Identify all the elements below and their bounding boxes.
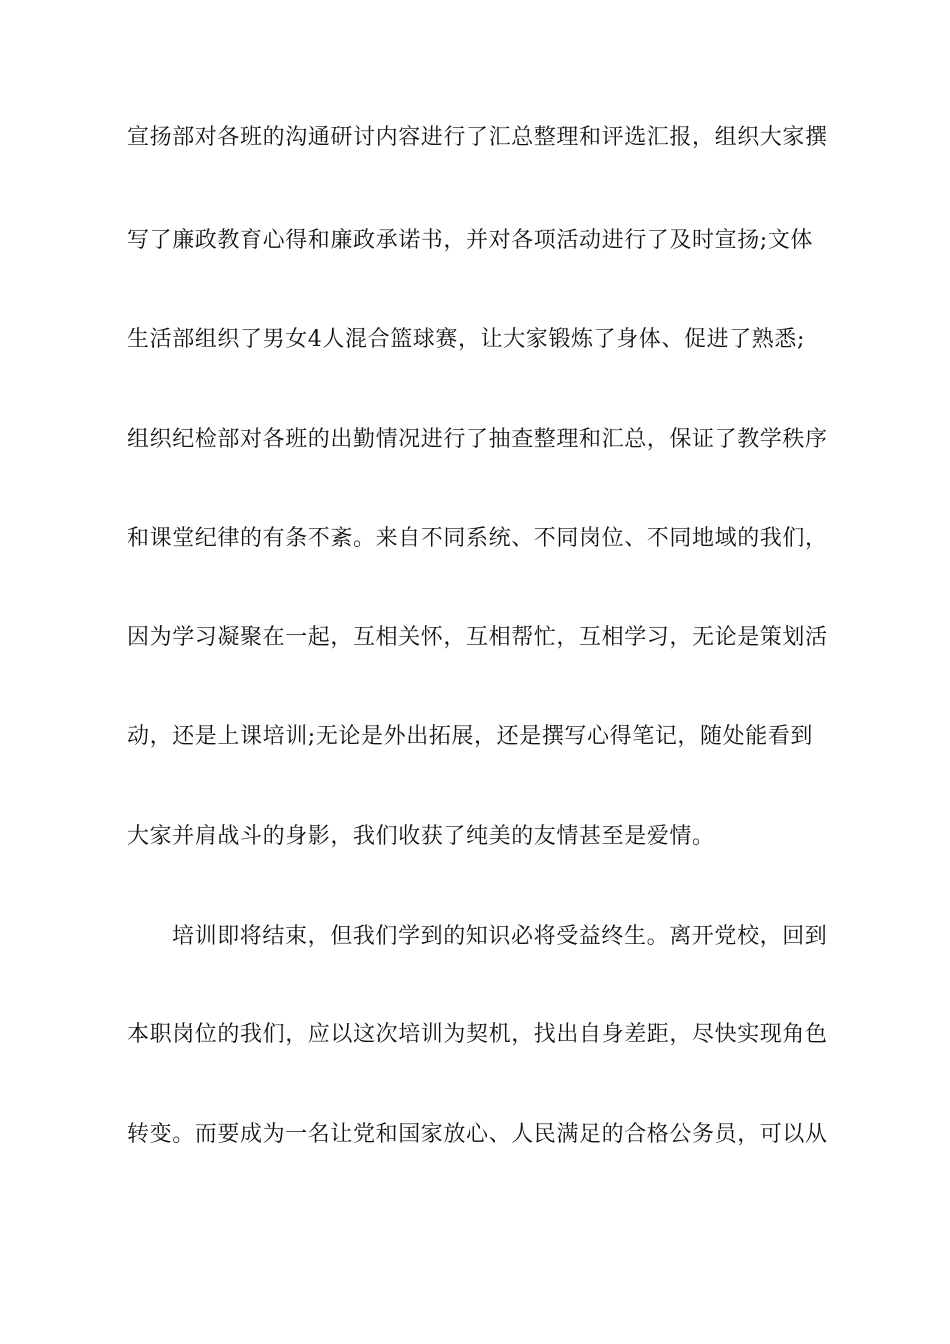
paragraph-1-line-6: 因为学习凝聚在一起，互相关怀，互相帮忙，互相学习，无论是策划活 [127, 625, 828, 650]
paragraph-1-line-4: 组织纪检部对各班的出勤情况进行了抽查整理和汇总，保证了教学秩序 [127, 427, 828, 452]
paragraph-1-line-7: 动，还是上课培训;无论是外出拓展，还是撰写心得笔记，随处能看到 [127, 724, 814, 749]
paragraph-1-line-1: 宣扬部对各班的沟通研讨内容进行了汇总整理和评选汇报，组织大家撰 [127, 125, 828, 150]
paragraph-1-line-3: 生活部组织了男女4人混合篮球赛，让大家锻炼了身体、促进了熟悉; [127, 327, 806, 352]
paragraph-2-line-1: 培训即将结束，但我们学到的知识必将受益终生。离开党校，回到 [172, 924, 828, 949]
paragraph-2-line-2: 本职岗位的我们，应以这次培训为契机，找出自身差距，尽快实现角色 [127, 1022, 828, 1047]
paragraph-2-line-3: 转变。而要成为一名让党和国家放心、人民满足的合格公务员，可以从 [127, 1122, 828, 1147]
paragraph-1-line-2: 写了廉政教育心得和廉政承诺书，并对各项活动进行了及时宣扬;文体 [127, 228, 814, 253]
paragraph-1-line-5: 和课堂纪律的有条不紊。来自不同系统、不同岗位、不同地域的我们， [127, 526, 828, 551]
paragraph-1-line-8: 大家并肩战斗的身影，我们收获了纯美的友情甚至是爱情。 [127, 824, 715, 849]
